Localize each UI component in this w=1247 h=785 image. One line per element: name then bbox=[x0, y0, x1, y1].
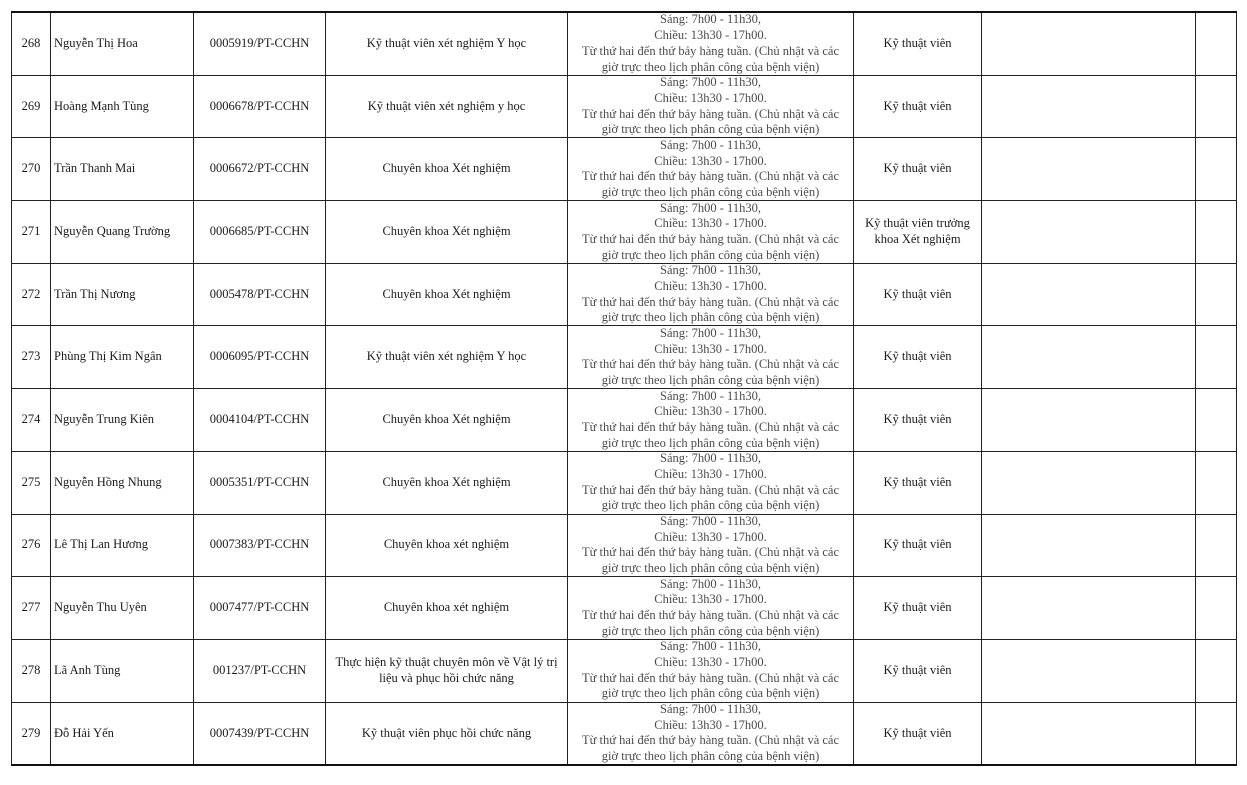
row-number-cell: 272 bbox=[12, 263, 51, 326]
working-hours-line: giờ trực theo lịch phân công của bệnh viện) bbox=[601, 561, 820, 576]
working-hours-text bbox=[568, 201, 853, 262]
working-hours-line: Chiều: 13h30 - 17h00. bbox=[654, 153, 767, 168]
certificate-number-cell: 0004104/PT-CCHN bbox=[194, 389, 326, 452]
practice-scope-cell: Kỹ thuật viên xét nghiệm y học bbox=[326, 75, 568, 138]
working-hours-line: Sáng: 7h00 - 11h30, bbox=[660, 201, 761, 215]
working-hours-line: giờ trực theo lịch phân công của bệnh viện) bbox=[601, 310, 820, 325]
staff-name-cell: Nguyễn Thu Uyên bbox=[51, 577, 194, 640]
working-hours-line: Sáng: 7h00 - 11h30, bbox=[660, 514, 761, 528]
working-hours-line: giờ trực theo lịch phân công của bệnh viện) bbox=[601, 498, 820, 513]
note-cell bbox=[982, 389, 1196, 452]
working-hours-line: Sáng: 7h00 - 11h30, bbox=[660, 577, 761, 591]
working-hours-line: Sáng: 7h00 - 11h30, bbox=[660, 452, 761, 466]
working-hours-line: giờ trực theo lịch phân công của bệnh viện) bbox=[601, 623, 820, 638]
working-hours-line: Sáng: 7h00 - 11h30, bbox=[660, 640, 761, 654]
working-hours-line: giờ trực theo lịch phân công của bệnh viện) bbox=[601, 749, 820, 764]
practice-scope-cell: Kỹ thuật viên phục hồi chức năng bbox=[326, 702, 568, 765]
working-hours-line: Chiều: 13h30 - 17h00. bbox=[654, 717, 767, 732]
note-cell bbox=[982, 326, 1196, 389]
working-hours-cell bbox=[568, 514, 854, 577]
staff-name-cell: Nguyễn Thị Hoa bbox=[51, 12, 194, 75]
staff-table-body bbox=[12, 12, 1237, 765]
working-hours-line: Từ thứ hai đến thứ bảy hàng tuần. (Chủ nhật và các bbox=[581, 482, 840, 497]
working-hours-cell bbox=[568, 75, 854, 138]
extra-cell bbox=[1196, 514, 1237, 577]
position-cell: Kỹ thuật viên bbox=[854, 639, 982, 702]
staff-name-cell: Nguyễn Hồng Nhung bbox=[51, 451, 194, 514]
staff-name-cell: Hoàng Mạnh Tùng bbox=[51, 75, 194, 138]
table-row bbox=[12, 138, 1237, 201]
certificate-number-cell: 0005478/PT-CCHN bbox=[194, 263, 326, 326]
row-number-cell: 270 bbox=[12, 138, 51, 201]
practice-scope-cell: Chuyên khoa Xét nghiệm bbox=[326, 389, 568, 452]
working-hours-line: Từ thứ hai đến thứ bảy hàng tuần. (Chủ nhật và các bbox=[581, 169, 840, 184]
position-cell: Kỹ thuật viên trưởng khoa Xét nghiệm bbox=[854, 201, 982, 264]
staff-table bbox=[11, 11, 1237, 766]
working-hours-line: Chiều: 13h30 - 17h00. bbox=[654, 592, 767, 607]
position-cell: Kỹ thuật viên bbox=[854, 326, 982, 389]
working-hours-line: Sáng: 7h00 - 11h30, bbox=[660, 13, 761, 27]
extra-cell bbox=[1196, 201, 1237, 264]
working-hours-text bbox=[568, 13, 853, 74]
certificate-number-cell: 0006685/PT-CCHN bbox=[194, 201, 326, 264]
working-hours-line: Sáng: 7h00 - 11h30, bbox=[660, 138, 761, 152]
position-cell: Kỹ thuật viên bbox=[854, 75, 982, 138]
position-cell: Kỹ thuật viên bbox=[854, 514, 982, 577]
table-row bbox=[12, 12, 1237, 75]
working-hours-cell bbox=[568, 389, 854, 452]
certificate-number-cell: 0007439/PT-CCHN bbox=[194, 702, 326, 765]
working-hours-text bbox=[568, 139, 853, 200]
working-hours-text bbox=[568, 327, 853, 388]
working-hours-line: Sáng: 7h00 - 11h30, bbox=[660, 76, 761, 90]
working-hours-line: Sáng: 7h00 - 11h30, bbox=[660, 326, 761, 340]
staff-name-cell: Lê Thị Lan Hương bbox=[51, 514, 194, 577]
extra-cell bbox=[1196, 702, 1237, 765]
table-row bbox=[12, 639, 1237, 702]
working-hours-cell bbox=[568, 263, 854, 326]
working-hours-cell bbox=[568, 12, 854, 75]
note-cell bbox=[982, 12, 1196, 75]
position-cell: Kỹ thuật viên bbox=[854, 389, 982, 452]
table-row bbox=[12, 389, 1237, 452]
practice-scope-cell: Chuyên khoa Xét nghiệm bbox=[326, 201, 568, 264]
note-cell bbox=[982, 451, 1196, 514]
working-hours-line: Từ thứ hai đến thứ bảy hàng tuần. (Chủ nhật và các bbox=[581, 608, 840, 623]
working-hours-line: Từ thứ hai đến thứ bảy hàng tuần. (Chủ nhật và các bbox=[581, 419, 840, 434]
row-number-cell: 268 bbox=[12, 12, 51, 75]
working-hours-line: Chiều: 13h30 - 17h00. bbox=[654, 529, 767, 544]
working-hours-line: Chiều: 13h30 - 17h00. bbox=[654, 90, 767, 105]
working-hours-line: giờ trực theo lịch phân công của bệnh viện) bbox=[601, 122, 820, 137]
working-hours-line: Từ thứ hai đến thứ bảy hàng tuần. (Chủ nhật và các bbox=[581, 231, 840, 246]
working-hours-line: Chiều: 13h30 - 17h00. bbox=[654, 404, 767, 419]
certificate-number-cell: 0006672/PT-CCHN bbox=[194, 138, 326, 201]
position-cell: Kỹ thuật viên bbox=[854, 451, 982, 514]
working-hours-line: Chiều: 13h30 - 17h00. bbox=[654, 216, 767, 231]
staff-name-cell: Nguyễn Trung Kiên bbox=[51, 389, 194, 452]
working-hours-cell bbox=[568, 451, 854, 514]
practice-scope-cell: Thực hiện kỹ thuật chuyên môn về Vật lý trị liệu và phục hồi chức năng bbox=[326, 639, 568, 702]
row-number-cell: 278 bbox=[12, 639, 51, 702]
row-number-cell: 279 bbox=[12, 702, 51, 765]
practice-scope-cell: Chuyên khoa Xét nghiệm bbox=[326, 138, 568, 201]
table-row bbox=[12, 263, 1237, 326]
position-cell: Kỹ thuật viên bbox=[854, 577, 982, 640]
row-number-cell: 275 bbox=[12, 451, 51, 514]
extra-cell bbox=[1196, 75, 1237, 138]
working-hours-line: Từ thứ hai đến thứ bảy hàng tuần. (Chủ nhật và các bbox=[581, 545, 840, 560]
note-cell bbox=[982, 263, 1196, 326]
note-cell bbox=[982, 514, 1196, 577]
working-hours-line: Từ thứ hai đến thứ bảy hàng tuần. (Chủ nhật và các bbox=[581, 357, 840, 372]
working-hours-text bbox=[568, 452, 853, 513]
certificate-number-cell: 0005351/PT-CCHN bbox=[194, 451, 326, 514]
working-hours-line: giờ trực theo lịch phân công của bệnh viện) bbox=[601, 435, 820, 450]
working-hours-text bbox=[568, 578, 853, 639]
practice-scope-cell: Chuyên khoa Xét nghiệm bbox=[326, 263, 568, 326]
working-hours-cell bbox=[568, 201, 854, 264]
row-number-cell: 273 bbox=[12, 326, 51, 389]
certificate-number-cell: 0005919/PT-CCHN bbox=[194, 12, 326, 75]
practice-scope-cell: Kỹ thuật viên xét nghiệm Y học bbox=[326, 326, 568, 389]
table-row bbox=[12, 577, 1237, 640]
extra-cell bbox=[1196, 12, 1237, 75]
working-hours-line: giờ trực theo lịch phân công của bệnh viện) bbox=[601, 686, 820, 701]
position-cell: Kỹ thuật viên bbox=[854, 138, 982, 201]
extra-cell bbox=[1196, 639, 1237, 702]
working-hours-line: giờ trực theo lịch phân công của bệnh viện) bbox=[601, 372, 820, 387]
certificate-number-cell: 001237/PT-CCHN bbox=[194, 639, 326, 702]
extra-cell bbox=[1196, 389, 1237, 452]
staff-name-cell: Trần Thanh Mai bbox=[51, 138, 194, 201]
staff-name-cell: Lã Anh Tùng bbox=[51, 639, 194, 702]
working-hours-line: Sáng: 7h00 - 11h30, bbox=[660, 702, 761, 716]
table-row bbox=[12, 201, 1237, 264]
note-cell bbox=[982, 75, 1196, 138]
note-cell bbox=[982, 138, 1196, 201]
working-hours-text bbox=[568, 703, 853, 764]
table-row bbox=[12, 326, 1237, 389]
staff-name-cell: Trần Thị Nương bbox=[51, 263, 194, 326]
extra-cell bbox=[1196, 138, 1237, 201]
table-row bbox=[12, 702, 1237, 765]
working-hours-line: Chiều: 13h30 - 17h00. bbox=[654, 278, 767, 293]
working-hours-cell bbox=[568, 138, 854, 201]
extra-cell bbox=[1196, 326, 1237, 389]
working-hours-text bbox=[568, 76, 853, 137]
working-hours-line: giờ trực theo lịch phân công của bệnh viện) bbox=[601, 247, 820, 262]
practice-scope-cell: Kỹ thuật viên xét nghiệm Y học bbox=[326, 12, 568, 75]
working-hours-line: Chiều: 13h30 - 17h00. bbox=[654, 28, 767, 43]
note-cell bbox=[982, 201, 1196, 264]
table-row bbox=[12, 451, 1237, 514]
row-number-cell: 277 bbox=[12, 577, 51, 640]
row-number-cell: 269 bbox=[12, 75, 51, 138]
staff-name-cell: Nguyễn Quang Trường bbox=[51, 201, 194, 264]
working-hours-cell bbox=[568, 639, 854, 702]
working-hours-line: Từ thứ hai đến thứ bảy hàng tuần. (Chủ nhật và các bbox=[581, 670, 840, 685]
working-hours-text bbox=[568, 389, 853, 450]
working-hours-line: Chiều: 13h30 - 17h00. bbox=[654, 341, 767, 356]
working-hours-line: Từ thứ hai đến thứ bảy hàng tuần. (Chủ nhật và các bbox=[581, 43, 840, 58]
working-hours-line: Sáng: 7h00 - 11h30, bbox=[660, 389, 761, 403]
working-hours-cell bbox=[568, 326, 854, 389]
working-hours-text bbox=[568, 264, 853, 325]
working-hours-cell bbox=[568, 702, 854, 765]
note-cell bbox=[982, 577, 1196, 640]
extra-cell bbox=[1196, 263, 1237, 326]
certificate-number-cell: 0006678/PT-CCHN bbox=[194, 75, 326, 138]
certificate-number-cell: 0006095/PT-CCHN bbox=[194, 326, 326, 389]
certificate-number-cell: 0007477/PT-CCHN bbox=[194, 577, 326, 640]
working-hours-line: giờ trực theo lịch phân công của bệnh viện) bbox=[601, 184, 820, 199]
practice-scope-cell: Chuyên khoa xét nghiệm bbox=[326, 577, 568, 640]
working-hours-line: Từ thứ hai đến thứ bảy hàng tuần. (Chủ nhật và các bbox=[581, 294, 840, 309]
table-row bbox=[12, 75, 1237, 138]
table-row bbox=[12, 514, 1237, 577]
row-number-cell: 276 bbox=[12, 514, 51, 577]
practice-scope-cell: Chuyên khoa xét nghiệm bbox=[326, 514, 568, 577]
position-cell: Kỹ thuật viên bbox=[854, 702, 982, 765]
working-hours-line: Sáng: 7h00 - 11h30, bbox=[660, 264, 761, 278]
working-hours-line: Từ thứ hai đến thứ bảy hàng tuần. (Chủ nhật và các bbox=[581, 733, 840, 748]
row-number-cell: 271 bbox=[12, 201, 51, 264]
extra-cell bbox=[1196, 577, 1237, 640]
position-cell: Kỹ thuật viên bbox=[854, 263, 982, 326]
row-number-cell: 274 bbox=[12, 389, 51, 452]
staff-name-cell: Phùng Thị Kim Ngân bbox=[51, 326, 194, 389]
staff-name-cell: Đỗ Hải Yến bbox=[51, 702, 194, 765]
working-hours-line: Từ thứ hai đến thứ bảy hàng tuần. (Chủ nhật và các bbox=[581, 106, 840, 121]
practice-scope-cell: Chuyên khoa Xét nghiệm bbox=[326, 451, 568, 514]
note-cell bbox=[982, 702, 1196, 765]
working-hours-text bbox=[568, 640, 853, 701]
position-cell: Kỹ thuật viên bbox=[854, 12, 982, 75]
working-hours-cell bbox=[568, 577, 854, 640]
working-hours-line: Chiều: 13h30 - 17h00. bbox=[654, 466, 767, 481]
certificate-number-cell: 0007383/PT-CCHN bbox=[194, 514, 326, 577]
note-cell bbox=[982, 639, 1196, 702]
working-hours-line: giờ trực theo lịch phân công của bệnh viện) bbox=[601, 59, 820, 74]
working-hours-line: Chiều: 13h30 - 17h00. bbox=[654, 655, 767, 670]
working-hours-text bbox=[568, 515, 853, 576]
extra-cell bbox=[1196, 451, 1237, 514]
